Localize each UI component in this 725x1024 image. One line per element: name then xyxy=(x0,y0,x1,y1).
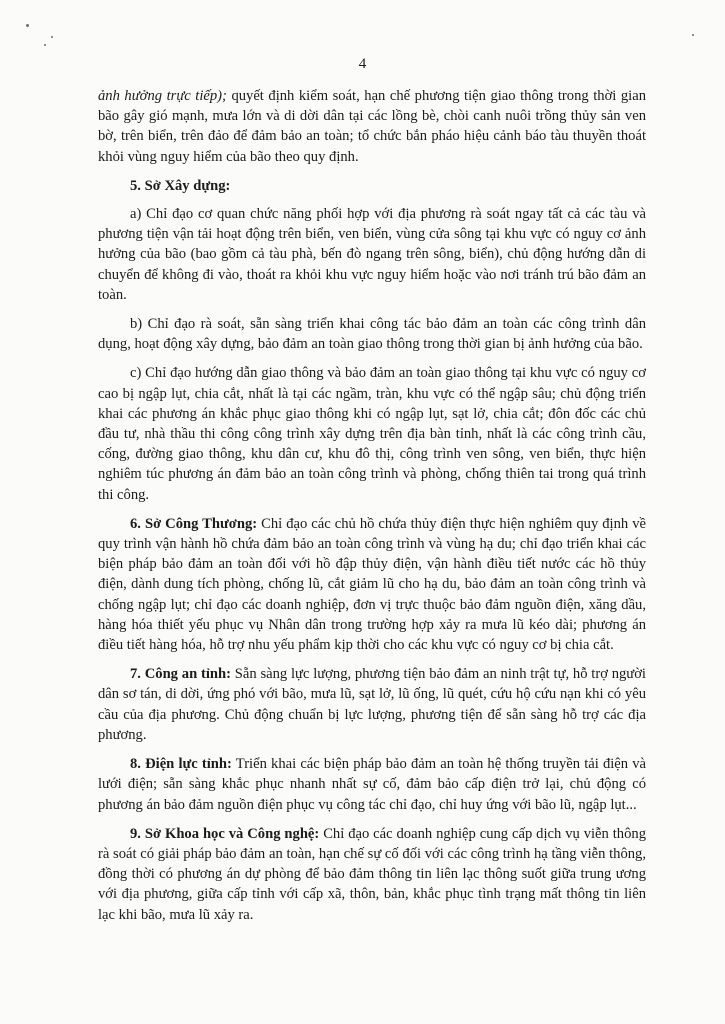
intro-paragraph xyxy=(98,86,646,167)
section-6-text: Chỉ đạo các chủ hồ chứa thủy điện thực hiện nghiêm quy định về quy trình vận hành hồ chứa đảm bảo an toàn công trình và vùng hạ du; chỉ đạo triển khai các biện pháp bảo đảm an toàn đối với hồ đập thủy điện, vận hành điều tiết nước các hồ thủy điện, dành dung tích phòng, chống lũ, cắt giảm lũ cho hạ du, bảo đảm an toàn công trình và chống ngập lụt; chỉ đạo các doanh nghiệp, đơn vị trực thuộc bảo đảm nguồn điện, xăng dầu, hàng hóa thiết yếu phục vụ Nhân dân trong trường hợp xảy ra mưa lũ kéo dài; phương án điều tiết hàng hóa, hỗ trợ nhu yếu phẩm kịp thời cho các khu vực có nguy cơ bị chia cắt. xyxy=(98,515,646,654)
page-number: 4 xyxy=(358,56,367,72)
intro-text: quyết định kiểm soát, hạn chế phương tiện giao thông trong thời gian bão gây gió mạnh, mưa lớn và di dời dân tại các lồng bè, chòi canh nuôi trồng thủy sản ven bờ, trên biển, trên đảo để đảm bảo an toàn; tổ chức bắn pháo hiệu cảnh báo tàu thuyền thoát khỏi vùng nguy hiểm của bão theo quy định. xyxy=(98,88,646,165)
section-5-heading: 5. Sở Xây dựng: xyxy=(130,177,231,194)
section-8-paragraph xyxy=(98,754,646,815)
scan-speck xyxy=(51,36,53,38)
section-7-heading: 7. Công an tỉnh: xyxy=(130,666,231,683)
section-7-paragraph xyxy=(98,664,646,745)
section-8-text: Triển khai các biện pháp bảo đảm an toàn hệ thống truyền tải điện và lưới điện; sẵn sàng khắc phục nhanh nhất sự cố, đảm bảo cấp điện trở lại, chủ động có phương án bảo đảm nguồn điện phục vụ công tác chỉ đạo, chỉ huy ứng với bão lũ, ngập lụt... xyxy=(98,756,646,813)
scan-speck xyxy=(26,24,29,27)
intro-italic-lead: ảnh hưởng trực tiếp); xyxy=(98,88,227,104)
document-body xyxy=(98,86,646,934)
section-6-paragraph xyxy=(98,514,646,655)
section-5-para-a: a) Chỉ đạo cơ quan chức năng phối hợp với địa phương rà soát ngay tất cả các tàu và phương tiện vận tải hoạt động trên biển, ven biển, vùng cửa sông tại khu vực có nguy cơ ảnh hưởng của bão (bao gồm cả tàu phà, bến đò ngang trên sông, biển), chủ động hướng dẫn di chuyển để không đi vào, thoát ra khỏi khu vực nguy hiểm hoặc vào nơi tránh trú bão đảm an toàn. xyxy=(98,206,646,303)
section-5-para-b: b) Chỉ đạo rà soát, sẵn sàng triển khai công tác bảo đảm an toàn các công trình dân dụng, hoạt động xây dựng, bảo đảm an toàn giao thông trong thời gian bị ảnh hưởng của bão. xyxy=(98,316,646,353)
section-9-text: Chỉ đạo các doanh nghiệp cung cấp dịch vụ viễn thông rà soát có giải pháp bảo đảm an toàn, hạn chế sự cố đối với các công trình hạ tầng viễn thông, đồng thời có phương án dự phòng để bảo đảm thông tin liên lạc thông suốt giữa trung ương với địa phương, giữa cấp tỉnh với cấp xã, thôn, bản, khắc phục tình trạng mất thông tin liên lạc khi bão, mưa lũ xảy ra. xyxy=(98,825,646,923)
section-8-heading: 8. Điện lực tỉnh: xyxy=(130,756,232,773)
section-6-heading: 6. Sở Công Thương: xyxy=(130,515,258,532)
section-5-para-c: c) Chỉ đạo hướng dẫn giao thông và bảo đảm an toàn giao thông tại khu vực có nguy cơ cao bị ngập lụt, chia cắt, nhất là tại các ngầm, tràn, khu vực có thể ngập sâu; chủ động triển khai các phương án khắc phục giao thông khi có ngập lụt, sạt lở, chia cắt; đôn đốc các chủ đầu tư, nhà thầu thi công công trình xây dựng trên địa bàn tỉnh, nhất là các công trình cầu, cống, đường giao thông, khu dân cư, khu đô thị, công trình ven sông, ven biển, thực hiện nghiêm túc phương án đảm bảo an toàn công trình và phòng, chống thiên tai trong quá trình thi công. xyxy=(98,365,646,503)
scan-speck xyxy=(44,44,46,46)
section-9-heading: 9. Sở Khoa học và Công nghệ: xyxy=(130,825,320,842)
section-7-text: Sẵn sàng lực lượng, phương tiện bảo đảm an ninh trật tự, hỗ trợ người dân sơ tán, di dời, ứng phó với bão, mưa lũ, sạt lở, lũ ống, lũ quét, cứu hộ cứu nạn khi có yêu cầu của địa phương. Chủ động chuẩn bị lực lượng, phương tiện để sẵn sàng hỗ trợ các địa phương. xyxy=(98,666,646,743)
scan-speck xyxy=(692,34,694,36)
section-9-paragraph xyxy=(98,824,646,925)
